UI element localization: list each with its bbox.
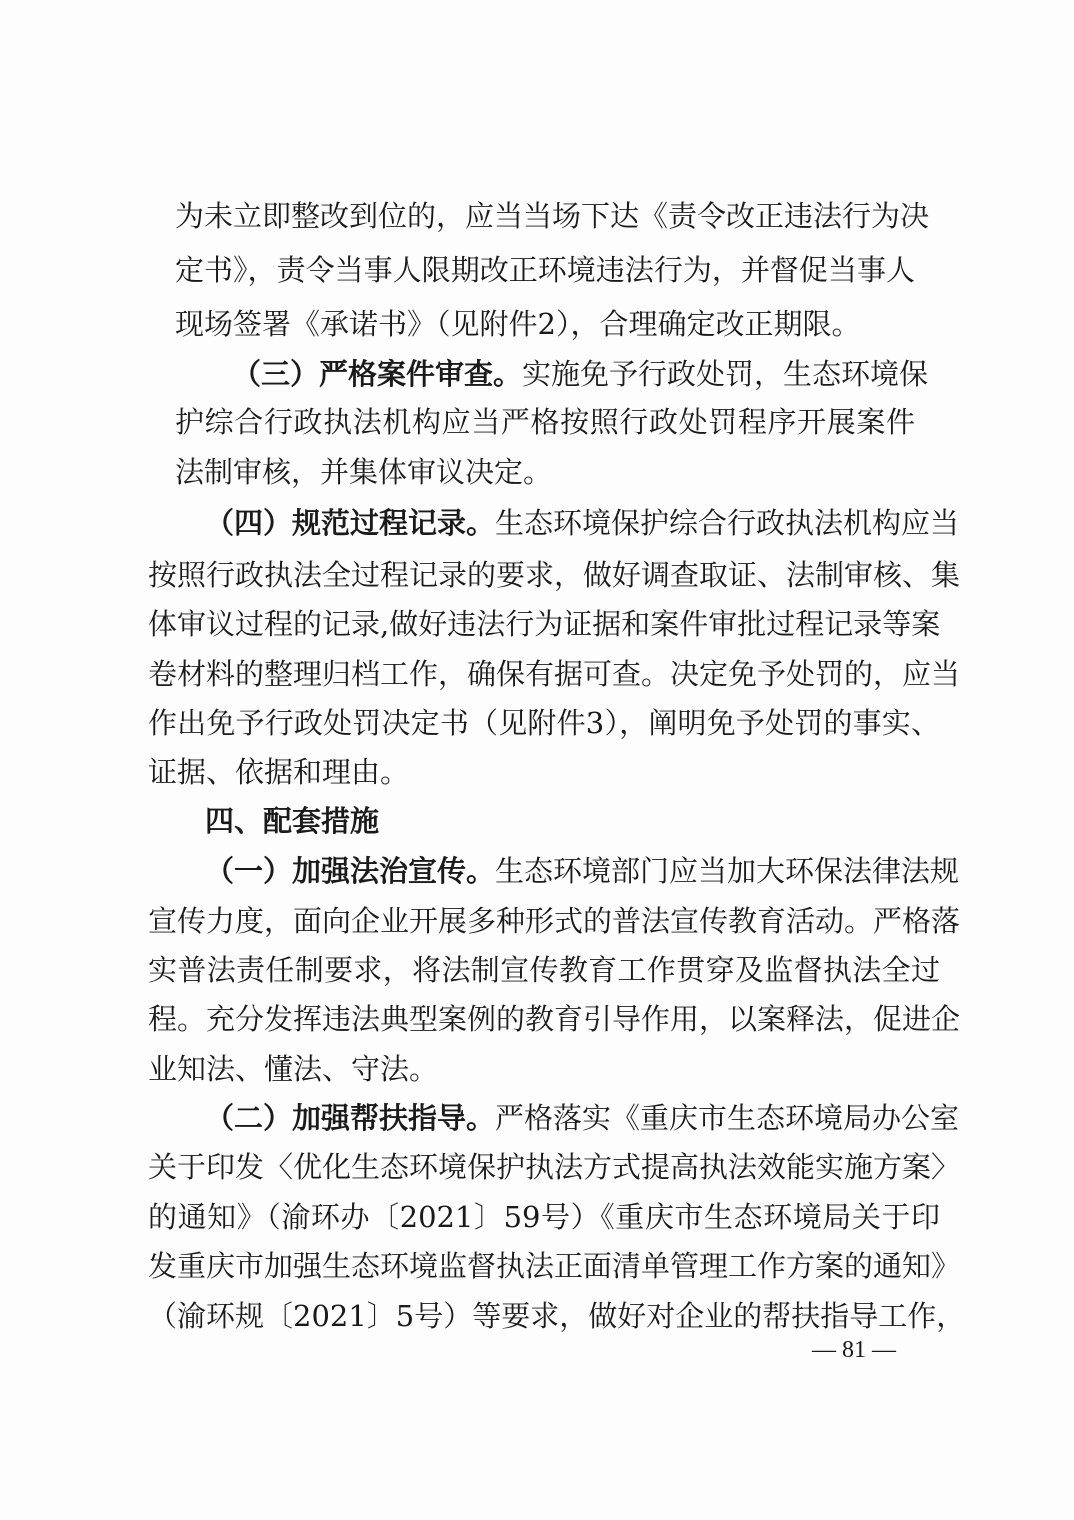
paragraph-first-line [205, 851, 960, 891]
text-line: 作出免予行政处罚决定书（见附件3），阐明免予处罚的事实、 [148, 706, 940, 740]
text-line: 关于印发〈优化生态环境保护执法方式提高执法效能实施方案〉 [148, 1150, 961, 1184]
text-line: 按照行政执法全过程记录的要求，做好调查取证、法制审核、集 [148, 558, 961, 592]
text-line: 的通知》（渝环办〔2021〕59号）《重庆市生态环境局关于印 [148, 1200, 940, 1234]
text-line: 护综合行政执法机构应当严格按照行政处罚程序开展案件 [175, 405, 915, 439]
paragraph-heading: （四）规范过程记录。 [205, 506, 496, 540]
paragraph-first-line [205, 503, 960, 543]
text-line: 法制审核，并集体审议决定。 [175, 455, 553, 489]
text-line: 程。充分发挥违法典型案例的教育引导作用，以案释法，促进企 [148, 1002, 961, 1036]
text-line: 发重庆市加强生态环境监督执法正面清单管理工作方案的通知》 [148, 1249, 961, 1283]
text-line: 证据、依据和理由。 [148, 755, 410, 789]
text-line: 为未立即整改到位的，应当当场下达《责令改正违法行为决 [175, 199, 930, 233]
paragraph-heading: （三）严格案件审查。 [232, 357, 523, 391]
text-line: （渝环规〔2021〕5号）等要求，做好对企业的帮扶指导工作， [148, 1299, 966, 1333]
text-line: 现场签署《承诺书》（见附件2），合理确定改正期限。 [175, 307, 861, 341]
paragraph-first-line [205, 1098, 960, 1138]
section-heading: 四、配套措施 [205, 804, 380, 838]
paragraph-first-line [232, 354, 929, 394]
text-line: 实普法责任制要求，将法制宣传教育工作贯穿及监督执法全过 [148, 953, 940, 987]
text-line: 宣传力度，面向企业开展多种形式的普法宣传教育活动。严格落 [148, 904, 961, 938]
paragraph-heading: （一）加强法治宣传。 [205, 854, 496, 888]
text-span: 实施免予行政处罚，生态环境保 [522, 357, 929, 391]
text-line: 业知法、懂法、守法。 [148, 1052, 439, 1086]
text-span: 生态环境保护综合行政执法机构应当 [495, 506, 960, 540]
text-span: 生态环境部门应当加大环保法律法规 [495, 854, 960, 888]
text-line: 定书》，责令当事人限期改正环境违法行为，并督促当事人 [175, 253, 915, 287]
text-span: 严格落实《重庆市生态环境局办公室 [495, 1101, 960, 1135]
paragraph-heading: （二）加强帮扶指导。 [205, 1101, 496, 1135]
page-number: — 81 — [812, 1337, 896, 1363]
text-line: 体审议过程的记录,做好违法行为证据和案件审批过程记录等案 [148, 607, 941, 641]
text-line: 卷材料的整理归档工作，确保有据可查。决定免予处罚的，应当 [148, 657, 961, 691]
